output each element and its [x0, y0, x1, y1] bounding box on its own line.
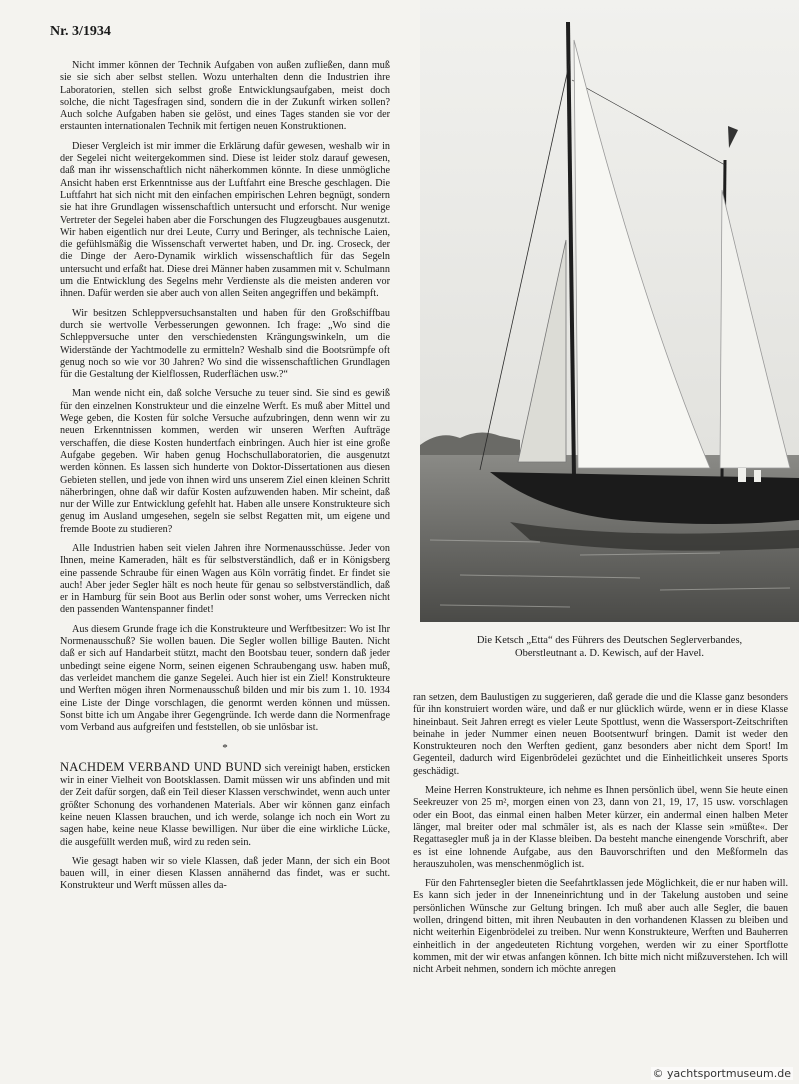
- page-number: Nr. 3/1934: [50, 24, 111, 39]
- ketch-illustration: [420, 0, 799, 622]
- paragraph: Aus diesem Grunde frage ich die Konstrukteure und Werftbesitzer: Wo ist Ihr Normenausschuß? Sie wollen bauen. Die Segler wollen billige Bauten. Nicht daß er sich auf Handarbeit stützt, macht den Bootsbau teuer, sondern daß jeder unbedingt seine eigene Norm, seinen eigenen Schraubengang usw. haben muß, das verleidet manchem die ganze Segelei. Auch hier ist ein Ziel! Konstrukteure und Werften mögen ihren Normenausschuß bilden und mir bis zum 1. 10. 1934 eine Liste der Dinge vorschlagen, die genormt werden können und müssen. Sonst bitte ich um Angabe ihrer Gegengründe. Ich werde dann die Normenfrage vom Verband aus aufgreifen und feststellen, ob sie unlösbar ist.: [60, 623, 390, 734]
- paragraph: ran setzen, dem Baulustigen zu suggerieren, daß gerade die und die Klasse ganz besonders für ihn konstruiert worden wäre, und daß er nur glücklich würde, wenn er in diese Klasse hineinbaut. Seit Jahren erregt es vieler Leute Spottlust, wenn die Wassersport-Zeitschriften beinahe in jeder Nummer einen neuen Bootsentwurf bringen. Damit ist weder den Konstrukteuren noch den Werften gedient, ganz besonders aber nicht dem Sport! Im Gegenteil, dadurch wird Eigenbrödelei gezüchtet und die Einheitlichkeit unseres Sports geschädigt.: [413, 692, 788, 777]
- ketch-photo: [420, 0, 799, 622]
- paragraph: Wie gesagt haben wir so viele Klassen, daß jeder Mann, der sich ein Boot bauen will, in einer diesen Klassen annähernd das findet, was er sucht. Konstrukteur und Werft müssen alles da-: [60, 855, 390, 892]
- copyright-watermark: © yachtsportmuseum.de: [652, 1067, 791, 1080]
- paragraph: Für den Fahrtensegler bieten die Seefahrtklassen jede Möglichkeit, die er nur haben will. Es kann sich jeder in der Inneneinrichtung und in der Takelung austoben und seine persönlichen Wünsche zur Geltung bringen. Ich muß aber auch alle Segler, die bauen wollen, dringend bitten, mit ihren Neubauten in den vorhandenen Klassen zu bleiben und nicht weiterhin Eigenbrödelei zu treiben. Nur wenn Konstrukteure, Werften und Bauherren einheitlich in der angedeuteten Richtung vorgehen, werden wir zu einer Sportflotte kommen, mit der wir etwas anfangen können. Ich bitte mich nicht mißzuverstehen. Ich will nicht Arbeit nehmen, sondern ich möchte anregen: [413, 878, 788, 976]
- caption-line-1: Die Ketsch „Etta“ des Führers des Deutschen Seglerverbandes,: [476, 635, 743, 646]
- section-lead-paragraph: [60, 761, 390, 849]
- paragraph: Man wende nicht ein, daß solche Versuche zu teuer sind. Sie sind es gewiß für den einzelnen Konstrukteur und die einzelne Werft. Es muß aber Mittel und Wege geben, die Kosten für solche Versuche aufzubringen, denn wenn wir zu neuen Erkenntnissen kommen, werden wir unseren Werften Aufträge verschaffen, die diese Kosten hundertfach einbringen. Auch hier ist eine große Aufgabe gegeben. Wir haben genug Hochschullaboratorien, die ausgenutzt werden können. Es lassen sich hunderte von Doktor-Dissertationen aus diesen Gebieten stellen, und jede von ihnen wird uns unserem Ziel einen kleinen Schritt näherbringen, ohne daß wir dafür Kosten aufzuwenden haben. Mir scheint, daß nur der Wille zur Entwicklung gefehlt hat. Haben alle unsere Konstrukteure sich genug im Ausland umgesehen, segeln sie selbst Regatten mit, um eigene und fremde Boote zu studieren?: [60, 388, 390, 535]
- section-lead-text: sich vereinigt haben, ersticken wir in einer Vielheit von Bootsklassen. Damit müssen wir uns abfinden und mit der Zeit dafür sorgen, daß ein Teil dieser Klassen verschwindet, wenn auch unter größter Schonung des vorhandenen Materials. Aber wir können ganz einfach keine neuen Klassen brauchen, und ich werde, solange ich noch ein Wort zu sagen habe, keine neue Klasse bewilligen. Nur über die eine wirkliche Lücke, die ausgefüllt werden muß, wird zu reden sein.: [60, 762, 390, 848]
- paragraph: Dieser Vergleich ist mir immer die Erklärung dafür gewesen, weshalb wir in der Segelei nicht weitergekommen sind. Diese ist leider stolz darauf gewesen, daß man ihr wissenschaftlich nicht näherkommen könnte. In diese unmögliche Ansicht haben erst Erkenntnisse aus der Luftfahrt eine Bresche geschlagen. Die Luftfahrt hat sich nicht mit den einfachen empirischen Lehren begnügt, sondern sie hat ihre Grundlagen wissenschaftlich untersucht und erforscht. Nur wenige Vertreter der Segelei haben aber die Forschungen des Flugzeugbaues ausgenutzt. Wir haben eigentlich nur drei Leute, Curry und Beringer, als technische Laien, die gefühlsmäßig die Wissenschaft verwertet haben, und Dr. ing. Croseck, der die Dinge der Aero-Dynamik wirklich wissenschaftlich für das Segeln untersucht und erfaßt hat. Diese drei Männer haben zusammen mit v. Schulmann um die Entwicklung des Segelns mehr Verdienste als die meisten anderen vor ihnen. Dafür werden sie aber auch von allen Seiten angegriffen und bekämpft.: [60, 140, 390, 300]
- left-article-column: [60, 60, 390, 1075]
- section-lead-caps: NACHDEM VERBAND UND BUND: [60, 759, 262, 774]
- paragraph: Meine Herren Konstrukteure, ich nehme es Ihnen persönlich übel, wenn Sie heute einen Seekreuzer von 25 m², morgen einen von 23, dann von 21, 19, 17, 15 usw. vorschlagen oder ein Boot, das einmal einen halben Meter kürzer, ein andermal einen halben Meter länger, mal breiter oder mal schmäler ist, als es nach der Klasse sein »müßte«. Der Regattasegler muß ja in der Klasse bleiben. Da besteht manche einengende Vorschrift, aber es ist eine lohnende Aufgabe, aus den Bauvorschriften und den Meßformeln das herauszuholen, was menschenmöglich ist.: [413, 785, 788, 870]
- right-article-column: [413, 692, 788, 1084]
- paragraph: Nicht immer können der Technik Aufgaben von außen zufließen, dann muß sie sie sich aber selbst stellen. Wozu unterhalten denn die Industrien ihre Laboratorien, stellen sich selbst große Entwicklungsaufgaben, meist doch solche, die nicht Tagesfragen sind, sondern die in der Zukunft wirken sollen? Auch solche Aufgaben haben sie gelöst, und eines Tages standen sie vor der erstaunten internationalen Technik mit fertigen neuen Konstruktionen.: [60, 60, 390, 133]
- caption-line-2: Oberstleutnant a. D. Kewisch, auf der Havel.: [515, 648, 704, 659]
- paragraph: Wir besitzen Schleppversuchsanstalten und haben für den Großschiffbau durch sie wertvolle Verbesserungen gewonnen. Ich frage: „Wo sind die Schleppversuche unter den verschiedensten Krängungswinkeln, um die Widerstände der Yachtmodelle zu ermitteln? Weshalb sind die Bootsrümpfe oft genug noch so wie vor 30 Jahren? Wo sind die wissenschaftlichen Grundlagen für die Gestaltung der Kielflossen, Ruderflächen usw.?“: [60, 307, 390, 381]
- section-divider: *: [222, 742, 228, 755]
- paragraph: Alle Industrien haben seit vielen Jahren ihre Normenausschüsse. Jeder von Ihnen, meine Kameraden, hält es für selbstverständlich, daß er in Königsberg eine passende Schraube für einen Wagen aus Köln vorrätig findet. Er findet sie auch! Aber jeder Segler hält es noch heute für genau so selbstverständlich, daß er in Hamburg für sein Boot aus Berlin oder sonst woher, ums Verrecken nicht den passenden Wantenspanner findet!: [60, 542, 390, 616]
- photo-caption: [420, 634, 799, 660]
